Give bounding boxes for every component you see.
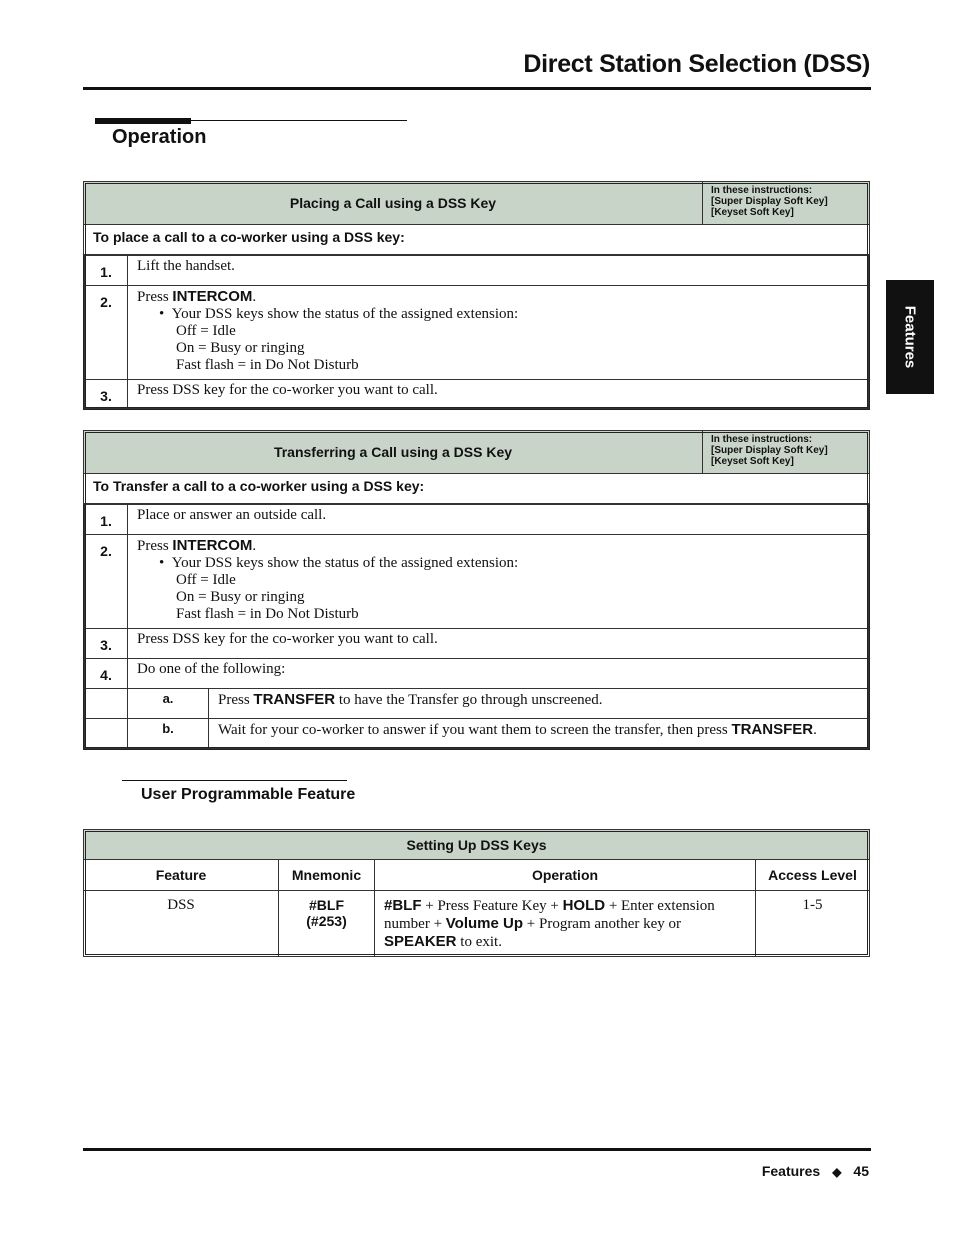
footer-section: Features: [761, 1163, 821, 1179]
table-row: [85, 719, 869, 749]
column-header: Access Level: [756, 860, 870, 891]
substep-letter: a.: [128, 689, 209, 719]
table-row: [85, 256, 869, 286]
step-text: Do one of the following:: [128, 659, 869, 689]
table-row: [85, 659, 869, 689]
transfer-key: TRANSFER: [731, 721, 814, 738]
feature-cell: DSS: [84, 891, 279, 957]
table-row: [85, 629, 869, 659]
step-number: 2.: [85, 535, 128, 629]
substep-letter: b.: [128, 719, 209, 749]
table-row: [85, 535, 869, 629]
side-tab[interactable]: [886, 280, 934, 394]
operation-text: + Program another key or: [523, 916, 682, 932]
step-text: Press INTERCOM. • Your DSS keys show the status of the assigned extension: Off = Idle On = Busy or ringing Fast flash = in Do Not Disturb: [128, 535, 869, 629]
transferring-call-table: [83, 430, 870, 750]
placing-call-table: [83, 181, 870, 410]
operation-text: + Enter extension number +: [384, 898, 715, 932]
side-tab-label: Features: [901, 305, 919, 369]
column-header: Mnemonic: [279, 860, 375, 891]
step-text: Place or answer an outside call.: [128, 505, 869, 535]
footer-rule: [83, 1148, 871, 1151]
key-name: Volume Up: [445, 915, 524, 932]
table-row: [85, 380, 869, 409]
table-title: Setting Up DSS Keys: [84, 830, 870, 860]
intercom-key: INTERCOM: [172, 288, 253, 305]
column-header: Feature: [84, 860, 279, 891]
table-row: [85, 689, 869, 719]
diamond-icon: ◆: [832, 1165, 842, 1179]
step-number: 2.: [85, 286, 128, 380]
substep-text: Wait for your co-worker to answer if you want them to screen the transfer, then press TRANSFER.: [209, 719, 869, 749]
intercom-key: INTERCOM: [172, 537, 253, 554]
transfer-key: TRANSFER: [253, 691, 336, 708]
subsection-heading: User Programmable Feature: [141, 786, 356, 803]
step-text: Press DSS key for the co-worker you want to call.: [128, 380, 869, 409]
operation-text: to exit.: [456, 934, 502, 950]
step-text: Lift the handset.: [128, 256, 869, 286]
access-level-cell: 1-5: [756, 891, 870, 957]
step-number: 3.: [85, 380, 128, 409]
instructions-note: In these instructions: [Super Display Soft Key] [Keyset Soft Key]: [703, 431, 870, 474]
table-title: Transferring a Call using a DSS Key: [84, 431, 703, 474]
key-name: HOLD: [562, 897, 606, 914]
key-name: SPEAKER: [384, 933, 457, 950]
table-intro: To place a call to a co-worker using a DSS key:: [84, 225, 870, 255]
step-number: 1.: [85, 505, 128, 535]
page-title: Direct Station Selection (DSS): [523, 50, 870, 78]
subsection-rule: [122, 780, 347, 781]
step-number: 1.: [85, 256, 128, 286]
page-number: 45: [853, 1163, 869, 1179]
table-row: [85, 286, 869, 380]
section-rule-accent: [95, 118, 191, 124]
operation-cell: [375, 891, 756, 957]
table-row: [84, 891, 870, 957]
step-number: 4.: [85, 659, 128, 689]
table-title: Placing a Call using a DSS Key: [84, 182, 703, 225]
step-number: 3.: [85, 629, 128, 659]
table-intro: To Transfer a call to a co-worker using a DSS key:: [84, 474, 870, 504]
substep-text: Press TRANSFER to have the Transfer go through unscreened.: [209, 689, 869, 719]
setting-up-dss-keys-table: [83, 829, 870, 957]
step-text: Press INTERCOM. • Your DSS keys show the status of the assigned extension: Off = Idle On = Busy or ringing Fast flash = in Do Not Disturb: [128, 286, 869, 380]
instructions-note: In these instructions: [Super Display Soft Key] [Keyset Soft Key]: [703, 182, 870, 225]
table-header-row: [84, 860, 870, 891]
table-row: [85, 505, 869, 535]
column-header: Operation: [375, 860, 756, 891]
section-heading: Operation: [112, 126, 207, 148]
title-rule: [83, 87, 871, 90]
operation-text: + Press Feature Key +: [421, 898, 563, 914]
key-name: #BLF: [384, 897, 422, 914]
footer: [762, 1163, 869, 1179]
mnemonic-cell: #BLF (#253): [279, 891, 375, 957]
step-text: Press DSS key for the co-worker you want to call.: [128, 629, 869, 659]
